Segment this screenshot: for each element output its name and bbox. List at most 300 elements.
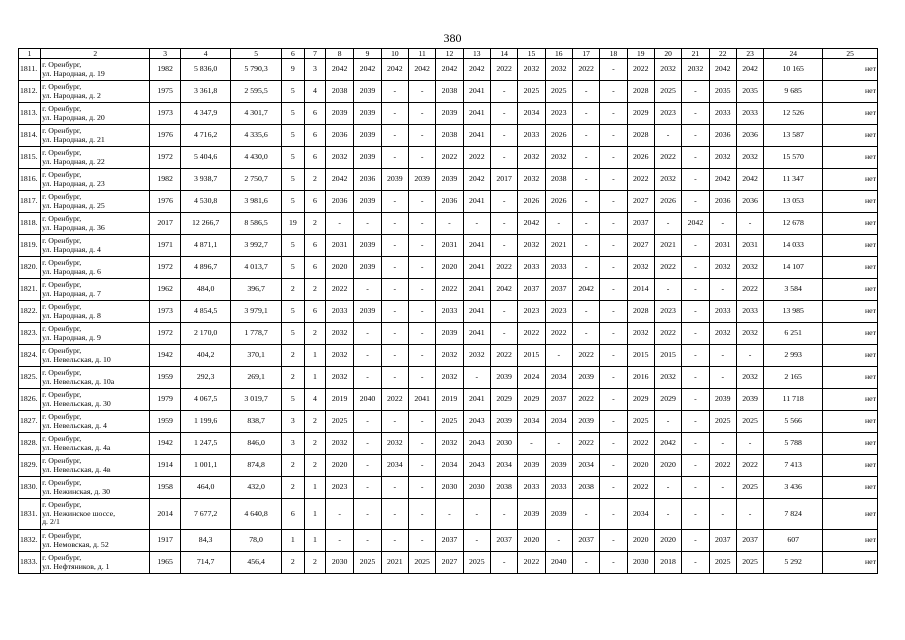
data-cell: 2034 <box>381 455 408 477</box>
data-cell: - <box>463 499 490 530</box>
data-cell: 2041 <box>463 103 490 125</box>
data-cell: 6 <box>281 499 304 530</box>
data-cell: 15 570 <box>764 147 823 169</box>
data-cell: 2032 <box>325 323 353 345</box>
data-cell: 2021 <box>381 552 408 574</box>
data-cell: 2023 <box>545 103 572 125</box>
data-cell: 2022 <box>627 59 654 81</box>
data-cell: 2039 <box>354 257 381 279</box>
address-line: г. Оренбург, <box>42 345 82 355</box>
data-cell: 2026 <box>627 147 654 169</box>
data-cell: 1971 <box>150 235 180 257</box>
row-number-cell: 1814. <box>19 125 41 147</box>
data-cell: 2025 <box>736 552 763 574</box>
data-cell: 1965 <box>150 552 180 574</box>
data-cell: - <box>408 477 435 499</box>
address-line: ул. Народная, д. 9 <box>42 332 101 342</box>
data-cell: 2039 <box>354 147 381 169</box>
data-cell: - <box>682 169 709 191</box>
table-row <box>19 411 878 433</box>
data-cell: 2039 <box>354 81 381 103</box>
data-cell: - <box>709 477 736 499</box>
data-cell: 2 <box>281 345 304 367</box>
data-cell: 3 361,8 <box>180 81 230 103</box>
data-cell: 2032 <box>436 367 463 389</box>
address-line: ул. Народная, д. 6 <box>42 266 101 276</box>
data-cell: 2025 <box>627 411 654 433</box>
data-cell: 3 <box>304 59 325 81</box>
address-line: г. Оренбург, <box>42 500 82 510</box>
data-cell: 2033 <box>736 301 763 323</box>
data-cell: - <box>600 477 627 499</box>
data-cell: 2032 <box>436 433 463 455</box>
data-cell: 2025 <box>709 411 736 433</box>
data-cell: 2026 <box>654 191 681 213</box>
address-line: г. Оренбург, <box>42 411 82 421</box>
data-cell: - <box>682 301 709 323</box>
data-cell: - <box>381 125 408 147</box>
data-cell: 2032 <box>682 59 709 81</box>
data-cell: - <box>354 345 381 367</box>
data-cell: - <box>600 213 627 235</box>
data-cell: нет <box>823 345 878 367</box>
data-cell: 11 347 <box>764 169 823 191</box>
data-cell: нет <box>823 530 878 552</box>
data-cell: 2030 <box>463 477 490 499</box>
data-cell: 838,7 <box>231 411 281 433</box>
data-cell: 2042 <box>463 59 490 81</box>
data-cell: 4 896,7 <box>180 257 230 279</box>
data-cell: - <box>600 433 627 455</box>
data-cell: - <box>490 191 517 213</box>
data-cell: 2025 <box>325 411 353 433</box>
data-cell: 2019 <box>436 389 463 411</box>
data-cell: 2032 <box>736 147 763 169</box>
data-cell: 2022 <box>627 169 654 191</box>
data-cell: 6 <box>304 147 325 169</box>
data-cell: 5 <box>281 235 304 257</box>
data-cell: 2014 <box>150 499 180 530</box>
data-cell: 2042 <box>736 59 763 81</box>
data-cell: - <box>709 433 736 455</box>
data-cell: - <box>408 257 435 279</box>
data-cell: 2032 <box>627 257 654 279</box>
data-cell: 432,0 <box>231 477 281 499</box>
data-cell: 2032 <box>627 323 654 345</box>
data-cell: 12 266,7 <box>180 213 230 235</box>
data-cell: 2037 <box>709 530 736 552</box>
data-cell: 2038 <box>490 477 517 499</box>
data-cell: 1959 <box>150 411 180 433</box>
data-cell: 1 <box>304 499 325 530</box>
data-cell: 6 <box>304 301 325 323</box>
column-number-header: 25 <box>823 49 878 59</box>
data-cell: 5 <box>281 301 304 323</box>
data-cell: 2 750,7 <box>231 169 281 191</box>
data-cell: - <box>381 367 408 389</box>
housing-register-table <box>18 48 878 574</box>
address-line: г. Оренбург, <box>42 81 82 91</box>
data-cell: 2042 <box>518 213 545 235</box>
data-cell: 1 001,1 <box>180 455 230 477</box>
data-cell: 2026 <box>545 191 572 213</box>
data-cell: 2024 <box>518 367 545 389</box>
data-cell: 2015 <box>654 345 681 367</box>
data-cell: 2022 <box>490 345 517 367</box>
data-cell: 7 413 <box>764 455 823 477</box>
data-cell: - <box>381 81 408 103</box>
data-cell: 2034 <box>518 103 545 125</box>
data-cell: 1917 <box>150 530 180 552</box>
column-number-header: 14 <box>490 49 517 59</box>
data-cell: - <box>654 499 681 530</box>
data-cell: 2032 <box>709 147 736 169</box>
data-cell: - <box>381 147 408 169</box>
data-cell: нет <box>823 191 878 213</box>
address-cell <box>41 59 150 81</box>
data-cell: 1972 <box>150 257 180 279</box>
data-cell: 2033 <box>736 103 763 125</box>
data-cell: - <box>354 411 381 433</box>
data-cell: 2 <box>304 279 325 301</box>
data-cell: - <box>709 279 736 301</box>
data-cell: 11 718 <box>764 389 823 411</box>
data-cell: 2017 <box>490 169 517 191</box>
data-cell: 2032 <box>325 433 353 455</box>
data-cell: 4 640,8 <box>231 499 281 530</box>
data-cell: нет <box>823 411 878 433</box>
data-cell: - <box>490 103 517 125</box>
data-cell: 2036 <box>709 191 736 213</box>
data-cell: 2032 <box>518 169 545 191</box>
data-cell: - <box>572 125 599 147</box>
data-cell: - <box>518 433 545 455</box>
data-cell: 1979 <box>150 389 180 411</box>
data-cell: 2029 <box>518 389 545 411</box>
address-line: ул. Невельская, д. 10а <box>42 376 115 386</box>
data-cell: 2022 <box>518 552 545 574</box>
data-cell: 2041 <box>463 257 490 279</box>
address-cell <box>41 530 150 552</box>
data-cell: 6 251 <box>764 323 823 345</box>
data-cell: 5 292 <box>764 552 823 574</box>
row-number-cell: 1824. <box>19 345 41 367</box>
data-cell: 714,7 <box>180 552 230 574</box>
data-cell: - <box>736 433 763 455</box>
data-cell: 2017 <box>150 213 180 235</box>
data-cell: 1 778,7 <box>231 323 281 345</box>
data-cell: 84,3 <box>180 530 230 552</box>
address-cell <box>41 433 150 455</box>
data-cell: 5 <box>281 125 304 147</box>
data-cell: нет <box>823 499 878 530</box>
data-cell: 2032 <box>325 367 353 389</box>
data-cell: 2 <box>304 323 325 345</box>
data-cell: 2022 <box>436 147 463 169</box>
data-cell: нет <box>823 323 878 345</box>
data-cell: - <box>600 499 627 530</box>
address-line: ул. Народная, д. 25 <box>42 200 105 210</box>
column-number-header: 1 <box>19 49 41 59</box>
data-cell: - <box>682 103 709 125</box>
data-cell: - <box>354 279 381 301</box>
data-cell: 2022 <box>381 389 408 411</box>
data-cell: 2033 <box>709 301 736 323</box>
column-number-header: 5 <box>231 49 281 59</box>
data-cell: 2022 <box>627 433 654 455</box>
data-cell: 2022 <box>436 279 463 301</box>
data-cell: 2031 <box>325 235 353 257</box>
data-cell: 78,0 <box>231 530 281 552</box>
address-line: г. Оренбург, <box>42 147 82 157</box>
data-cell: 2015 <box>627 345 654 367</box>
data-cell: 2025 <box>654 81 681 103</box>
data-cell: 2039 <box>354 235 381 257</box>
data-cell: 2041 <box>463 125 490 147</box>
data-cell: 2022 <box>654 323 681 345</box>
data-cell: 2037 <box>545 389 572 411</box>
data-cell: 1959 <box>150 367 180 389</box>
data-cell: 1 <box>281 530 304 552</box>
data-cell: 2028 <box>627 125 654 147</box>
data-cell: - <box>463 367 490 389</box>
data-cell: 2022 <box>490 257 517 279</box>
data-cell: 2039 <box>408 169 435 191</box>
data-cell: 3 019,7 <box>231 389 281 411</box>
row-number-cell: 1812. <box>19 81 41 103</box>
table-row <box>19 147 878 169</box>
data-cell: 2025 <box>709 552 736 574</box>
address-line: ул. Народная, д. 8 <box>42 310 101 320</box>
data-cell: 2041 <box>408 389 435 411</box>
address-cell <box>41 499 150 530</box>
data-cell: - <box>600 411 627 433</box>
data-cell: - <box>408 213 435 235</box>
data-cell: - <box>325 213 353 235</box>
data-cell: 2022 <box>736 455 763 477</box>
data-cell: 2022 <box>463 147 490 169</box>
data-cell: 2023 <box>545 301 572 323</box>
data-cell: - <box>572 81 599 103</box>
data-cell: 846,0 <box>231 433 281 455</box>
data-cell: 2022 <box>654 147 681 169</box>
data-cell: 1914 <box>150 455 180 477</box>
data-cell: - <box>381 103 408 125</box>
data-cell: - <box>572 301 599 323</box>
table-row <box>19 235 878 257</box>
data-cell: 2032 <box>518 59 545 81</box>
data-cell: 5 <box>281 257 304 279</box>
data-cell: 5 <box>281 147 304 169</box>
data-cell: - <box>600 81 627 103</box>
data-cell: 19 <box>281 213 304 235</box>
data-cell: 9 <box>281 59 304 81</box>
data-cell: 2 <box>281 477 304 499</box>
data-cell: 2039 <box>518 499 545 530</box>
data-cell: - <box>436 213 463 235</box>
data-cell: 2031 <box>709 235 736 257</box>
data-cell: - <box>682 323 709 345</box>
address-line: г. Оренбург, <box>42 323 82 333</box>
data-cell: 2037 <box>518 279 545 301</box>
column-number-header: 8 <box>325 49 353 59</box>
data-cell: - <box>408 433 435 455</box>
data-cell: - <box>545 530 572 552</box>
data-cell: 6 <box>304 257 325 279</box>
data-cell: - <box>408 455 435 477</box>
data-cell: - <box>381 411 408 433</box>
data-cell: 4 335,6 <box>231 125 281 147</box>
data-cell: 3 938,7 <box>180 169 230 191</box>
address-line: ул. Нежинская, д. 30 <box>42 486 110 496</box>
column-number-header: 15 <box>518 49 545 59</box>
data-cell: 2030 <box>325 552 353 574</box>
data-cell: 2020 <box>627 455 654 477</box>
data-cell: - <box>354 433 381 455</box>
data-cell: 3 <box>281 433 304 455</box>
data-cell: 2023 <box>518 301 545 323</box>
data-cell: 2032 <box>325 345 353 367</box>
data-cell: 2025 <box>436 411 463 433</box>
data-cell: - <box>600 279 627 301</box>
data-cell: 14 033 <box>764 235 823 257</box>
data-cell: - <box>490 499 517 530</box>
data-cell: 3 584 <box>764 279 823 301</box>
address-line: г. Оренбург, <box>42 169 82 179</box>
table-row <box>19 279 878 301</box>
table-row <box>19 530 878 552</box>
data-cell: 2034 <box>518 411 545 433</box>
data-cell: 8 586,5 <box>231 213 281 235</box>
table-row <box>19 455 878 477</box>
data-cell: 5 790,3 <box>231 59 281 81</box>
row-number-cell: 1829. <box>19 455 41 477</box>
data-cell: 2020 <box>654 530 681 552</box>
address-line: ул. Народная, д. 23 <box>42 178 105 188</box>
address-cell <box>41 125 150 147</box>
data-cell: 2039 <box>545 499 572 530</box>
data-cell: 4 <box>304 81 325 103</box>
data-cell: 2037 <box>490 530 517 552</box>
data-cell: 2038 <box>325 81 353 103</box>
column-number-header: 21 <box>682 49 709 59</box>
column-number-header: 17 <box>572 49 599 59</box>
address-line: г. Оренбург, <box>42 389 82 399</box>
data-cell: - <box>354 530 381 552</box>
data-cell: 2019 <box>325 389 353 411</box>
row-number-cell: 1833. <box>19 552 41 574</box>
data-cell: 2039 <box>709 389 736 411</box>
data-cell: - <box>381 530 408 552</box>
data-cell: 2014 <box>627 279 654 301</box>
data-cell: - <box>408 530 435 552</box>
data-cell: 2032 <box>654 367 681 389</box>
data-cell: - <box>354 367 381 389</box>
address-cell <box>41 477 150 499</box>
address-line: г. Оренбург, <box>42 477 82 487</box>
data-cell: 2039 <box>436 323 463 345</box>
data-cell: 2032 <box>654 59 681 81</box>
column-number-header: 11 <box>408 49 435 59</box>
address-cell <box>41 411 150 433</box>
data-cell: 2041 <box>463 301 490 323</box>
data-cell: 2022 <box>654 257 681 279</box>
data-cell: 1942 <box>150 345 180 367</box>
data-cell: - <box>490 323 517 345</box>
data-cell: - <box>600 169 627 191</box>
address-line: ул. Народная, д. 21 <box>42 134 105 144</box>
data-cell: 2039 <box>354 103 381 125</box>
data-cell: 2039 <box>436 169 463 191</box>
table-row <box>19 499 878 530</box>
data-cell: 607 <box>764 530 823 552</box>
data-cell: 2 <box>304 455 325 477</box>
data-cell: - <box>709 367 736 389</box>
table-row <box>19 257 878 279</box>
data-cell: 2041 <box>463 323 490 345</box>
data-cell: 2034 <box>572 455 599 477</box>
data-cell: 2039 <box>354 301 381 323</box>
data-cell: 4 301,7 <box>231 103 281 125</box>
address-cell <box>41 323 150 345</box>
data-cell: 2022 <box>518 323 545 345</box>
data-cell: 2021 <box>545 235 572 257</box>
data-cell: 2037 <box>572 530 599 552</box>
data-cell: 2042 <box>654 433 681 455</box>
data-cell: 2022 <box>325 279 353 301</box>
data-cell: - <box>682 411 709 433</box>
data-cell: - <box>709 345 736 367</box>
data-cell: 2023 <box>325 477 353 499</box>
data-cell: - <box>408 411 435 433</box>
data-cell: - <box>654 477 681 499</box>
data-cell: 2029 <box>654 389 681 411</box>
data-cell: 292,3 <box>180 367 230 389</box>
column-number-header: 22 <box>709 49 736 59</box>
data-cell: 2033 <box>325 301 353 323</box>
data-cell: 2 <box>304 433 325 455</box>
data-cell: 2032 <box>381 433 408 455</box>
address-cell <box>41 257 150 279</box>
data-cell: нет <box>823 235 878 257</box>
address-line: г. Оренбург, <box>42 552 82 562</box>
data-cell: - <box>545 345 572 367</box>
data-cell: 2032 <box>325 147 353 169</box>
data-cell: 2039 <box>490 367 517 389</box>
data-cell: 2038 <box>436 125 463 147</box>
data-cell: 2025 <box>736 411 763 433</box>
data-cell: 2025 <box>545 81 572 103</box>
column-number-header: 3 <box>150 49 180 59</box>
data-cell: 2032 <box>654 169 681 191</box>
data-cell: - <box>572 103 599 125</box>
address-line: ул. Невельская, д. 30 <box>42 398 111 408</box>
data-cell: - <box>600 389 627 411</box>
address-cell <box>41 301 150 323</box>
data-cell: - <box>736 499 763 530</box>
data-cell: 2030 <box>436 477 463 499</box>
data-cell: 1 247,5 <box>180 433 230 455</box>
data-cell: 1973 <box>150 103 180 125</box>
address-cell <box>41 235 150 257</box>
data-cell: 2036 <box>736 191 763 213</box>
address-line: ул. Нефтяников, д. 1 <box>42 561 110 571</box>
data-cell: 4 <box>304 389 325 411</box>
data-cell: - <box>682 345 709 367</box>
data-cell: 12 678 <box>764 213 823 235</box>
table-row <box>19 552 878 574</box>
address-line: ул. Невельская, д. 4в <box>42 464 111 474</box>
